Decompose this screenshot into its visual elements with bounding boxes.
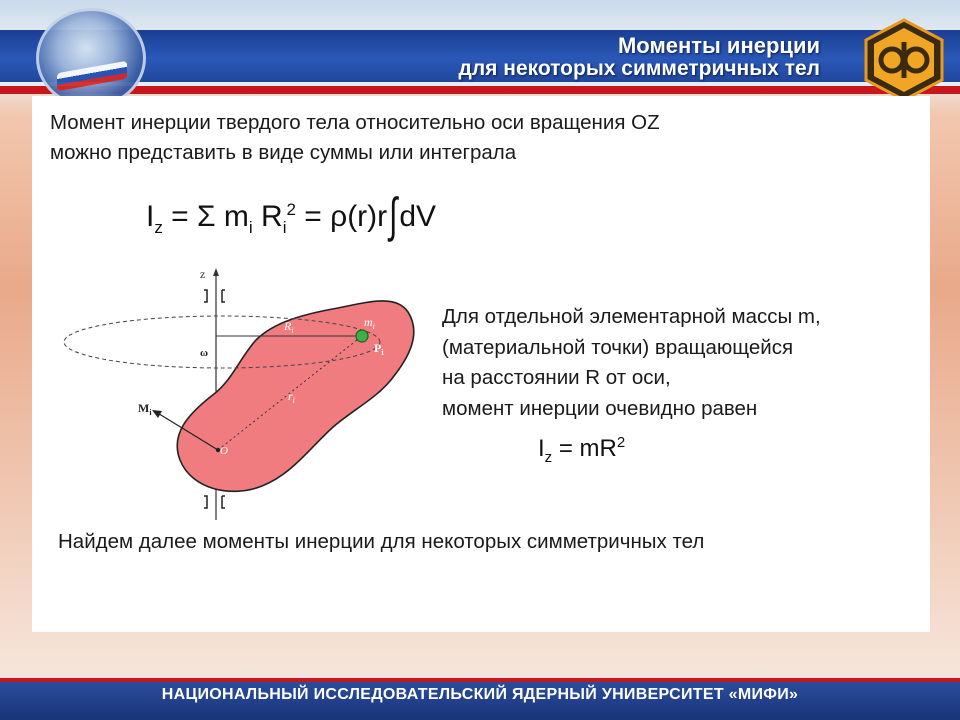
axis-label: z [200, 267, 206, 281]
side-line4: момент инерции очевидно равен [442, 396, 758, 420]
omega-label: ω [200, 347, 209, 359]
side-formula-rest: = mR [552, 435, 617, 462]
axis-arrow-icon [213, 268, 219, 276]
formula-R: R [252, 200, 283, 233]
R-label: $R_i$ [284, 319, 294, 335]
M-label: $M_i$ [138, 401, 152, 417]
axis-bracket-bottom [204, 496, 225, 508]
formula-i1: i [248, 218, 253, 237]
side-line3: на расстоянии R от оси, [442, 366, 671, 389]
university-emblem-logo [36, 8, 146, 108]
m-label: $m_i$ [364, 315, 375, 331]
point-mass-formula [538, 434, 625, 466]
moment-arrow-icon [152, 410, 162, 418]
side-formula-z: z [544, 448, 553, 466]
point-mass-text [442, 302, 942, 424]
O-label: O [220, 445, 228, 457]
intro-text [50, 108, 890, 168]
mephi-logo [862, 18, 946, 102]
side-line1: Для отдельной элементарной массы m, [442, 305, 821, 328]
formula-i2: i [282, 218, 287, 237]
side-formula-square: 2 [616, 434, 626, 451]
conclusion-text: Найдем далее моменты инерции для некоторых симметричных тел [58, 530, 705, 553]
axis-bracket-top [204, 290, 225, 302]
rigid-body-shape [177, 301, 414, 491]
slide-title-line2: для некоторых симметричных тел [458, 57, 820, 80]
formula-I: I [146, 200, 155, 233]
title-bar-red-strip [0, 86, 960, 94]
integral-icon: ∫ [389, 189, 398, 243]
flag-ribbon [57, 61, 127, 91]
mass-point [356, 330, 368, 342]
formula-density: = ρ(r)r [295, 200, 388, 233]
formula-square: 2 [286, 200, 296, 219]
side-line2: (материальной точки) вращающейся [442, 335, 794, 359]
slide-title-line1: Моменты инерции [617, 33, 820, 58]
side-formula-I: I [538, 435, 545, 462]
r-label: $r_i$ [288, 389, 295, 405]
footer-university-name: НАЦИОНАЛЬНЫЙ ИССЛЕДОВАТЕЛЬСКИЙ ЯДЕРНЫЙ УНИВЕРСИТЕТ «МИФИ» [161, 686, 799, 703]
rigid-body-diagram [52, 264, 442, 526]
intro-line1: Момент инерции твердого тела относительно оси вращения OZ [50, 111, 660, 134]
footer-red-strip [0, 678, 960, 682]
P-label: $P_i$ [374, 341, 384, 357]
moment-of-inertia-formula [146, 189, 437, 243]
intro-line2: можно представить в виде суммы или интеграла [50, 141, 517, 164]
slide-title [459, 34, 820, 80]
formula-dV: dV [399, 200, 437, 233]
formula-sum: = Σ m [162, 200, 249, 233]
formula-z: z [154, 218, 163, 237]
